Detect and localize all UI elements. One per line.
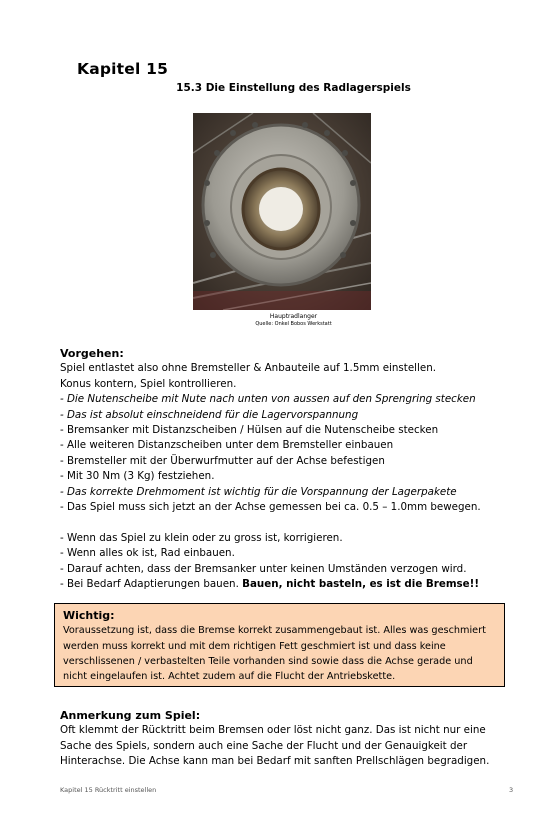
procedure-line-last	[60, 577, 530, 592]
procedure-line: - Die Nutenscheibe mit Nute nach unten von aussen auf den Sprengring stecken	[60, 393, 476, 406]
figure-caption: Hauptradlanger	[269, 313, 318, 320]
figure-source: Quelle: Onkel Bobos Werkstatt	[255, 321, 332, 327]
note-section	[60, 708, 530, 770]
spacer	[60, 515, 530, 530]
important-line: verschlissenen / verbastelten Teile vorhanden sind sowie dass die Achse gerade und	[63, 655, 473, 667]
note-line: Sache des Spiels, sondern auch eine Sache der Flucht und der Genauigkeit der	[60, 739, 468, 752]
important-line: werden muss korrekt und mit dem richtigen Fett geschmiert ist und dass keine	[63, 640, 446, 652]
procedure-section	[60, 346, 530, 592]
hub-photo-illustration	[193, 113, 371, 310]
procedure-line: - Das korrekte Drehmoment ist wichtig für die Vorspannung der Lagerpakete	[60, 485, 457, 498]
important-heading: Wichtig:	[63, 609, 115, 622]
section-title: 15.3 Die Einstellung des Radlagerspiels	[176, 82, 411, 94]
procedure-line: - Mit 30 Nm (3 Kg) festziehen.	[60, 470, 215, 483]
footer-chapter: Kapitel 15 Rücktritt einstellen	[60, 786, 157, 794]
procedure-line-text: - Bei Bedarf Adaptierungen bauen.	[60, 578, 243, 591]
note-heading: Anmerkung zum Spiel:	[60, 709, 201, 722]
note-line: Hinterachse. Die Achse kann man bei Bedarf mit sanften Prellschlägen begradigen.	[60, 755, 490, 768]
procedure-line: - Das Spiel muss sich jetzt an der Achse gemessen bei ca. 0.5 – 1.0mm bewegen.	[60, 501, 481, 514]
procedure-line: Konus kontern, Spiel kontrollieren.	[60, 377, 237, 390]
important-box	[54, 603, 505, 687]
procedure-line: - Das ist absolut einschneidend für die Lagervorspannung	[60, 408, 359, 421]
note-line: Oft klemmt der Rücktritt beim Bremsen oder löst nicht ganz. Das ist nicht nur eine	[60, 724, 486, 737]
brake-emphasis: Bauen, nicht basteln, es ist die Bremse!!	[242, 578, 480, 591]
important-line: nicht eingelaufen ist. Achtet zudem auf die Flucht der Antriebskette.	[63, 671, 396, 683]
procedure-line: - Darauf achten, dass der Bremsanker unter keinen Umständen verzogen wird.	[60, 562, 467, 575]
procedure-line: - Bremsanker mit Distanzscheiben / Hülsen auf die Nutenscheibe stecken	[60, 424, 439, 437]
procedure-heading: Vorgehen:	[60, 347, 124, 360]
procedure-line: - Wenn das Spiel zu klein oder zu gross ist, korrigieren.	[60, 531, 343, 544]
procedure-line: - Bremsteller mit der Überwurfmutter auf der Achse befestigen	[60, 454, 385, 467]
procedure-line: - Wenn alles ok ist, Rad einbauen.	[60, 547, 235, 560]
important-line: Voraussetzung ist, dass die Bremse korrekt zusammengebaut ist. Alles was geschmiert	[63, 625, 486, 637]
page-number: 3	[509, 786, 514, 794]
wheel-hub-photo	[193, 113, 371, 310]
procedure-line: - Alle weiteren Distanzscheiben unter dem Bremsteller einbauen	[60, 439, 394, 452]
procedure-line: Spiel entlastet also ohne Bremsteller & Anbauteile auf 1.5mm einstellen.	[60, 362, 437, 375]
chapter-title: Kapitel 15	[77, 60, 169, 78]
